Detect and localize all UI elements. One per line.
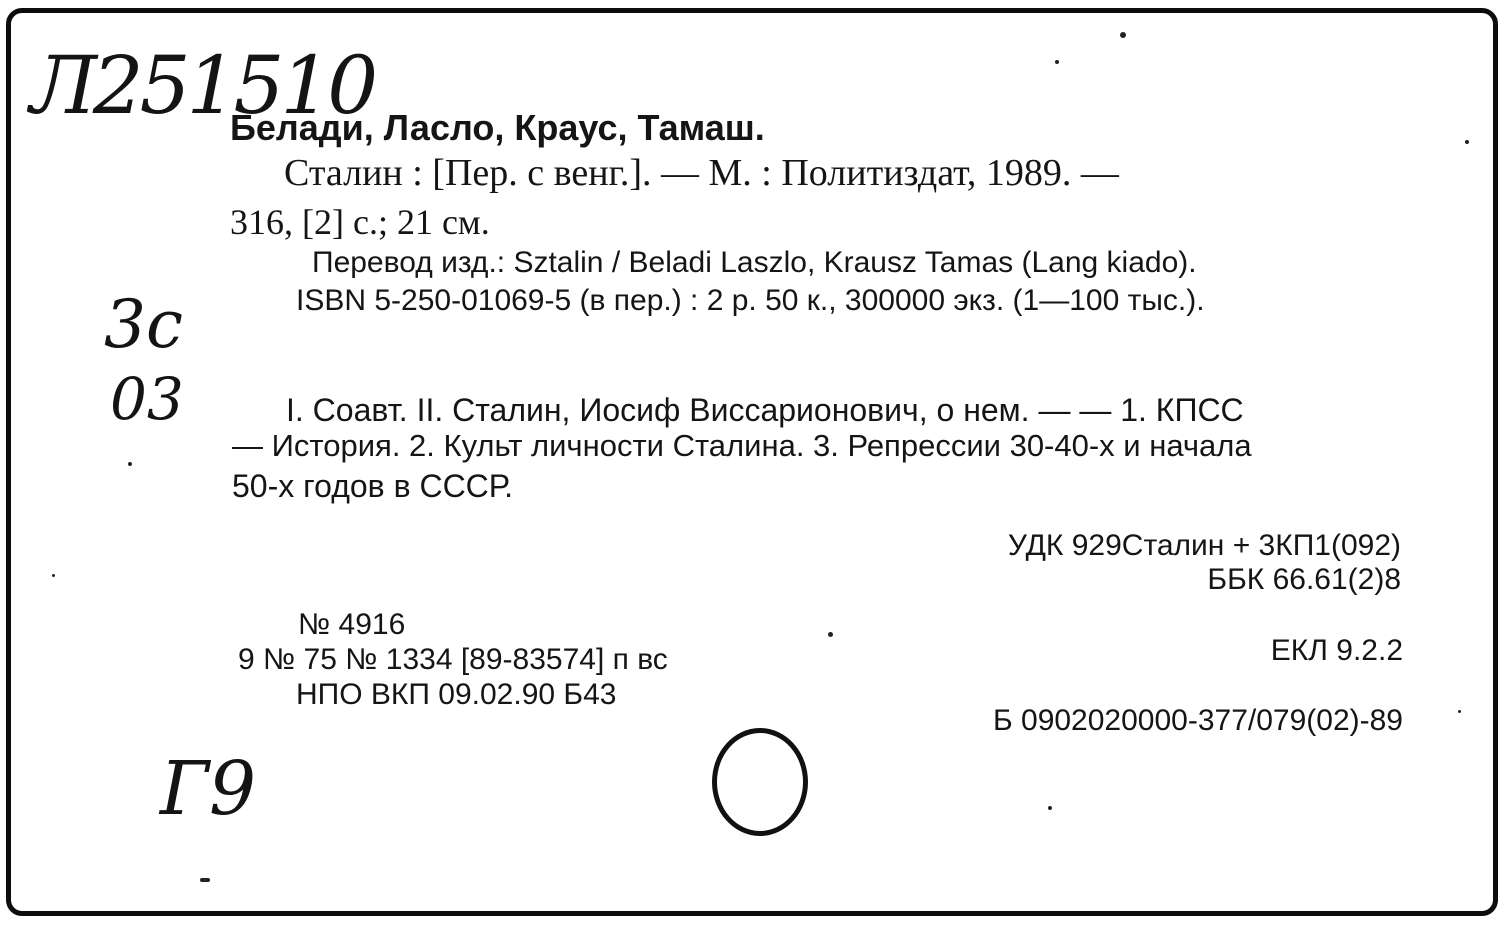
handwritten-shelf-mark: Л251510 — [30, 39, 375, 132]
handwritten-mark-3c: 3с — [104, 286, 183, 363]
scan-speck — [52, 574, 55, 577]
ekl-code: ЕКЛ 9.2.2 — [1270, 634, 1403, 667]
udk-code: УДК 929Сталин + 3КП1(092) — [1007, 529, 1401, 562]
scan-speck — [828, 632, 833, 637]
scan-speck — [200, 878, 210, 882]
scan-speck — [1055, 60, 1059, 64]
tracing-line-1: I. Соавт. II. Сталин, Иосиф Виссарионович, о нем. — — 1. КПСС — [286, 392, 1244, 428]
tracing-line-3: 50-х годов в СССР. — [232, 468, 513, 504]
handwritten-mark-03: 03 — [110, 365, 184, 433]
scan-speck — [1120, 32, 1126, 38]
entry-heading: Белади, Ласло, Краус, Тамаш. — [230, 107, 765, 148]
scan-speck — [1465, 140, 1469, 144]
tracing-line-2: — История. 2. Культ личности Сталина. 3. Репрессии 30-40-х и начала — [232, 428, 1252, 463]
entry-original-title: Перевод изд.: Sztalin / Beladi Laszlo, Krausz Tamas (Lang kiado). — [312, 246, 1197, 279]
scan-speck — [128, 462, 132, 466]
scan-speck — [1048, 806, 1052, 810]
scan-speck — [1458, 710, 1461, 713]
entry-isbn-line: ISBN 5-250-01069-5 (в пер.) : 2 р. 50 к., 300000 экз. (1—100 тыс.). — [296, 284, 1205, 317]
print-line-2: 9 № 75 № 1334 [89-83574] п вс — [238, 643, 668, 676]
entry-extent: 316, [2] с.; 21 см. — [230, 202, 490, 242]
entry-title-line: Сталин : [Пер. с венг.]. — М. : Политиздат, 1989. — — [284, 152, 1119, 194]
print-number: № 4916 — [298, 608, 406, 641]
publication-code: Б 0902020000-377/079(02)-89 — [992, 704, 1403, 737]
handwritten-mark-g9: Г9 — [160, 746, 257, 832]
handwritten-circle-mark — [712, 728, 808, 836]
print-line-3: НПО ВКП 09.02.90 Б43 — [296, 678, 617, 711]
bbk-code: ББК 66.61(2)8 — [1207, 563, 1401, 596]
